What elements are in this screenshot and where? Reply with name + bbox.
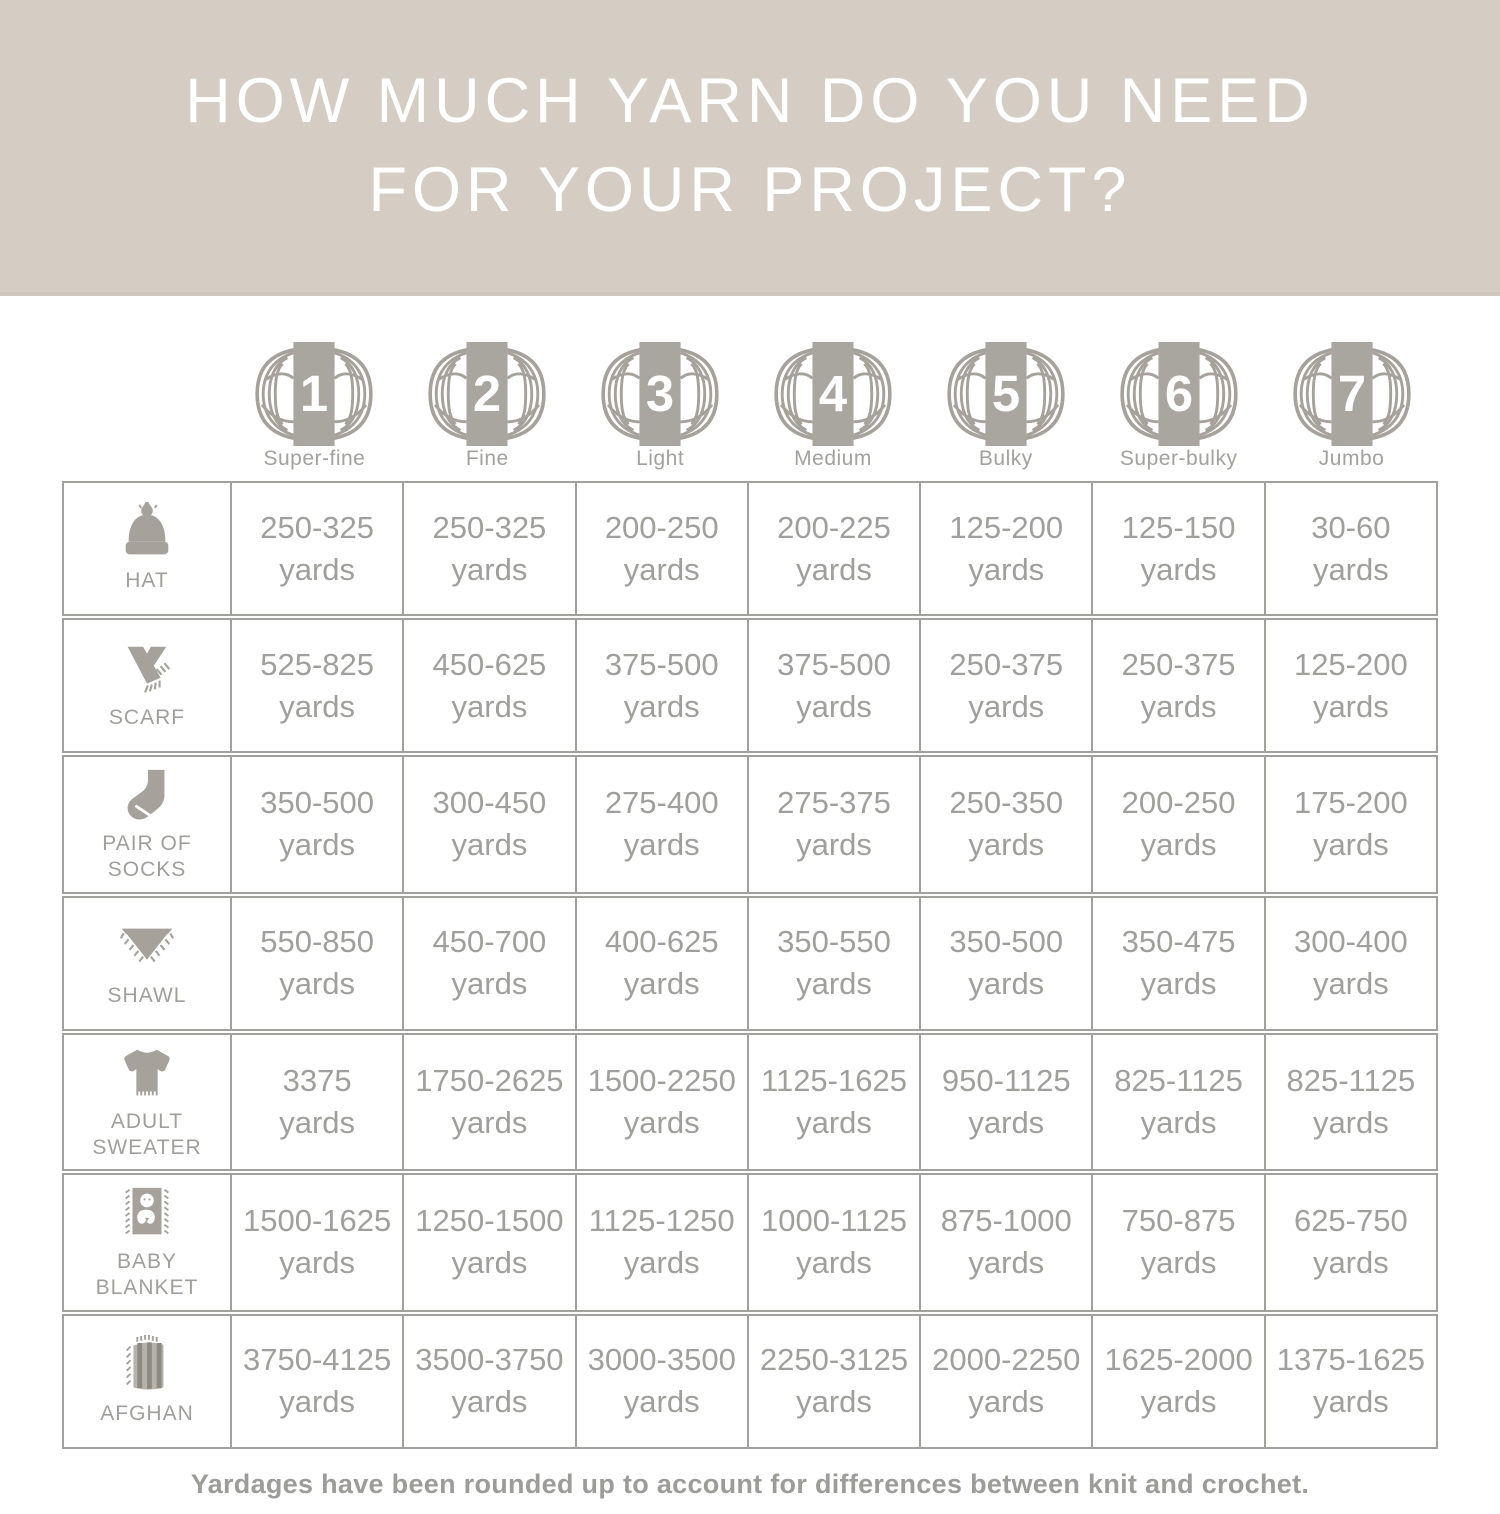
yardage-cell [1091,898,1263,1029]
yardage-unit: yards [1312,827,1389,863]
yardage-cell [1264,620,1436,751]
hat-icon [116,502,178,564]
yardage-unit: yards [451,827,528,863]
yardage-value: 3750-4125 [243,1342,392,1378]
yardage-value: 3375 [282,1062,352,1098]
yardage-value: 3000-3500 [587,1342,736,1378]
yardage-value: 525-825 [260,646,375,682]
yarn-weight-header [228,342,401,471]
yardage-unit: yards [451,688,528,724]
yardage-cell [1264,898,1436,1029]
shawl-icon [116,917,178,979]
yarn-weight-label: Super-bulky [1119,447,1238,470]
project-cell [64,1316,230,1447]
yardage-value: 250-375 [949,646,1064,682]
yardage-cell [747,757,919,892]
yardage-value: 450-625 [432,646,547,682]
yardage-unit: yards [968,1245,1045,1281]
yardage-cell [747,898,919,1029]
yardage-cell [230,483,402,614]
table-row [62,1033,1438,1172]
yardage-unit: yards [623,966,700,1001]
yardage-unit: yards [968,1384,1045,1419]
yardage-unit: yards [623,827,700,863]
table-row [62,481,1438,616]
yardage-cell [230,898,402,1029]
yardage-unit: yards [1312,1245,1389,1281]
yardage-cell [230,757,402,892]
yardage-value: 350-550 [777,924,891,960]
scarf-icon [116,639,178,701]
yarn-weight-label: Super-fine [263,447,366,470]
yarn-weight-label: Fine [465,447,509,470]
yardage-unit: yards [796,688,872,724]
project-cell [64,1035,230,1170]
project-name: BABY BLANKET [95,1250,199,1300]
yardage-cell [575,1035,747,1170]
svg-text:5: 5 [991,364,1020,422]
yardage-value: 125-150 [1121,509,1236,545]
yardage-value: 125-200 [1293,646,1408,682]
yardage-cell [575,898,747,1029]
project-cell [64,898,230,1029]
yardage-cell [747,1175,919,1310]
svg-text:3: 3 [646,364,675,422]
svg-text:2: 2 [473,364,502,422]
yarn-weight-label: Medium [794,447,872,470]
yarn-weights-row [62,342,1438,471]
yardage-unit: yards [623,1104,700,1140]
yardage-cell [919,1175,1091,1310]
yardage-unit: yards [1312,688,1389,724]
yardage-unit: yards [1140,966,1217,1001]
yardage-value: 200-250 [604,509,719,545]
yardage-unit: yards [451,1245,528,1281]
yarn-weight-header [1265,342,1438,471]
yardage-unit: yards [796,827,872,863]
yardage-cell [1264,1316,1436,1447]
yardage-value: 375-500 [777,646,891,682]
yardage-value: 750-875 [1121,1203,1236,1239]
yarn-weight-label: Jumbo [1318,447,1385,470]
yardage-unit: yards [1140,688,1217,724]
yardage-unit: yards [279,688,356,724]
yardage-value: 1500-2250 [587,1062,736,1098]
yardage-unit: yards [796,1384,872,1419]
yardage-unit: yards [451,1384,528,1419]
yardage-cell [1091,483,1263,614]
yardage-value: 275-375 [777,785,891,821]
yardage-cell [402,757,574,892]
page-title-line-2: FOR YOUR PROJECT? [368,155,1132,225]
yarn-weight-header [747,342,920,471]
project-cell [64,483,230,614]
yarn-weight-header [401,342,574,471]
project-name: AFGHAN [100,1401,194,1425]
yardage-cell [1091,1035,1263,1170]
yarn-weight-header [1092,342,1265,471]
yardage-value: 1125-1625 [761,1062,907,1098]
yardage-value: 350-500 [949,924,1064,960]
yardage-value: 1625-2000 [1104,1342,1253,1378]
yardage-value: 350-500 [260,785,375,821]
table-row [62,1314,1438,1449]
yardage-value: 1500-1625 [243,1203,392,1239]
project-cell [64,757,230,892]
yardage-cell [919,620,1091,751]
project-name: HAT [125,569,169,593]
yardage-cell [402,620,574,751]
yardage-unit: yards [279,1104,356,1140]
table-row [62,896,1438,1031]
yardage-value: 300-450 [432,785,547,821]
yardage-value: 250-325 [432,509,547,545]
project-name: SHAWL [107,983,187,1007]
yardage-unit: yards [623,551,700,587]
yardage-value: 825-1125 [1286,1062,1416,1098]
yardage-value: 3500-3750 [415,1342,564,1378]
yardage-value: 625-750 [1293,1203,1408,1239]
yardage-cell [230,1035,402,1170]
project-name: ADULT SWEATER [92,1109,202,1159]
yardage-unit: yards [623,1384,700,1419]
yardage-cell [1264,1035,1436,1170]
yardage-cell [402,898,574,1029]
yardage-cell [575,483,747,614]
yardage-cell [402,483,574,614]
yardage-value: 950-1125 [941,1062,1071,1098]
yardage-unit: yards [279,551,356,587]
yardage-cell [1264,1175,1436,1310]
yardage-cell [1091,1175,1263,1310]
yardage-unit: yards [796,1104,872,1140]
yardage-cell [575,1316,747,1447]
yardage-cell [919,757,1091,892]
yardage-unit: yards [1312,966,1389,1001]
yardage-value: 175-200 [1293,785,1408,821]
yarn-skein-icon [764,342,902,446]
project-name: PAIR OF SOCKS [102,832,192,882]
table-row [62,1173,1438,1312]
yardage-value: 250-375 [1121,646,1236,682]
yardage-cell [230,1175,402,1310]
yardage-cell [919,483,1091,614]
yardage-cell [230,620,402,751]
svg-text:7: 7 [1337,364,1366,422]
yardage-value: 450-700 [432,924,547,960]
yardage-unit: yards [1140,551,1217,587]
yardage-value: 400-625 [604,924,719,960]
project-cell [64,620,230,751]
sweater-icon [116,1043,178,1105]
yardage-cell [575,620,747,751]
yardage-unit: yards [968,1104,1045,1140]
yardage-unit: yards [1140,1384,1217,1419]
yardage-cell [575,1175,747,1310]
yardage-value: 550-850 [260,924,375,960]
yardage-cell [1091,620,1263,751]
yardage-unit: yards [451,966,528,1001]
yardage-unit: yards [1140,1104,1217,1140]
yardage-unit: yards [968,827,1045,863]
yardage-unit: yards [1312,551,1389,587]
yarn-weight-header [919,342,1092,471]
yardage-value: 300-400 [1293,924,1408,960]
yardage-unit: yards [796,1245,872,1281]
yardage-unit: yards [1140,827,1217,863]
yardage-cell [747,483,919,614]
table-row [62,618,1438,753]
yardage-value: 250-350 [949,785,1064,821]
yardage-cell [402,1035,574,1170]
svg-text:1: 1 [300,364,329,422]
yardage-cell [747,1035,919,1170]
yardage-cell [747,620,919,751]
yarn-skein-icon [1283,342,1421,446]
yardage-value: 1375-1625 [1276,1342,1425,1378]
baby-blanket-icon [116,1183,178,1245]
afghan-icon [116,1335,178,1397]
yardage-value: 1000-1125 [761,1203,907,1239]
yarn-skein-icon [937,342,1075,446]
yardage-unit: yards [623,688,700,724]
yardage-unit: yards [968,551,1045,587]
yardage-value: 875-1000 [940,1203,1072,1239]
yardage-value: 375-500 [604,646,719,682]
footnote-text: Yardages have been rounded up to account for differences between knit and crochet. [190,1468,1310,1499]
project-name: SCARF [108,706,186,730]
page-title-line-1: HOW MUCH YARN DO YOU NEED [185,65,1315,136]
yardage-cell [1264,757,1436,892]
yardage-cell [919,1316,1091,1447]
yardage-unit: yards [1312,1104,1389,1140]
yarn-skein-icon [591,342,729,446]
yardage-unit: yards [279,1245,356,1281]
yardage-unit: yards [451,551,528,587]
yardage-value: 30-60 [1311,509,1391,545]
yardage-cell [575,757,747,892]
table-row [62,755,1438,894]
yardage-value: 275-400 [604,785,719,821]
yardage-cell [747,1316,919,1447]
yardage-cell [402,1316,574,1447]
page-header [0,0,1500,296]
yardage-value: 200-225 [777,509,891,545]
yardage-value: 2250-3125 [759,1342,909,1378]
yardage-unit: yards [451,1104,528,1140]
yardage-cell [402,1175,574,1310]
socks-icon [116,765,178,827]
yardage-cell [1091,1316,1263,1447]
yardage-value: 1125-1250 [588,1203,735,1239]
yardage-unit: yards [279,827,356,863]
yardage-unit: yards [968,688,1045,724]
yardage-cell [1091,757,1263,892]
yardage-unit: yards [623,1245,700,1281]
yarn-skein-icon [418,342,556,446]
project-cell [64,1175,230,1310]
yardage-cell [1264,483,1436,614]
yardage-unit: yards [968,966,1045,1001]
svg-text:6: 6 [1164,364,1193,422]
yardage-cell [919,1035,1091,1170]
svg-text:4: 4 [818,364,848,422]
yardage-value: 1750-2625 [415,1062,564,1098]
yardage-cell [230,1316,402,1447]
yardage-unit: yards [279,966,356,1001]
yardage-unit: yards [1312,1384,1389,1419]
yardage-value: 1250-1500 [415,1203,564,1239]
yardage-value: 2000-2250 [932,1342,1081,1378]
yardage-value: 350-475 [1121,924,1236,960]
yarn-skein-icon [245,342,383,446]
yardage-cell [919,898,1091,1029]
yarn-table [62,481,1438,1449]
yardage-value: 825-1125 [1114,1062,1243,1098]
yarn-skein-icon [1110,342,1248,446]
yardage-unit: yards [279,1384,356,1419]
yarn-weight-label: Light [636,447,685,470]
yardage-value: 200-250 [1121,785,1236,821]
yardage-value: 125-200 [949,509,1064,545]
yarn-weight-label: Bulky [978,447,1033,470]
yarn-weight-header [574,342,747,471]
yardage-unit: yards [796,966,872,1001]
yardage-unit: yards [1140,1245,1217,1281]
yardage-value: 250-325 [260,509,375,545]
yardage-unit: yards [796,551,872,587]
